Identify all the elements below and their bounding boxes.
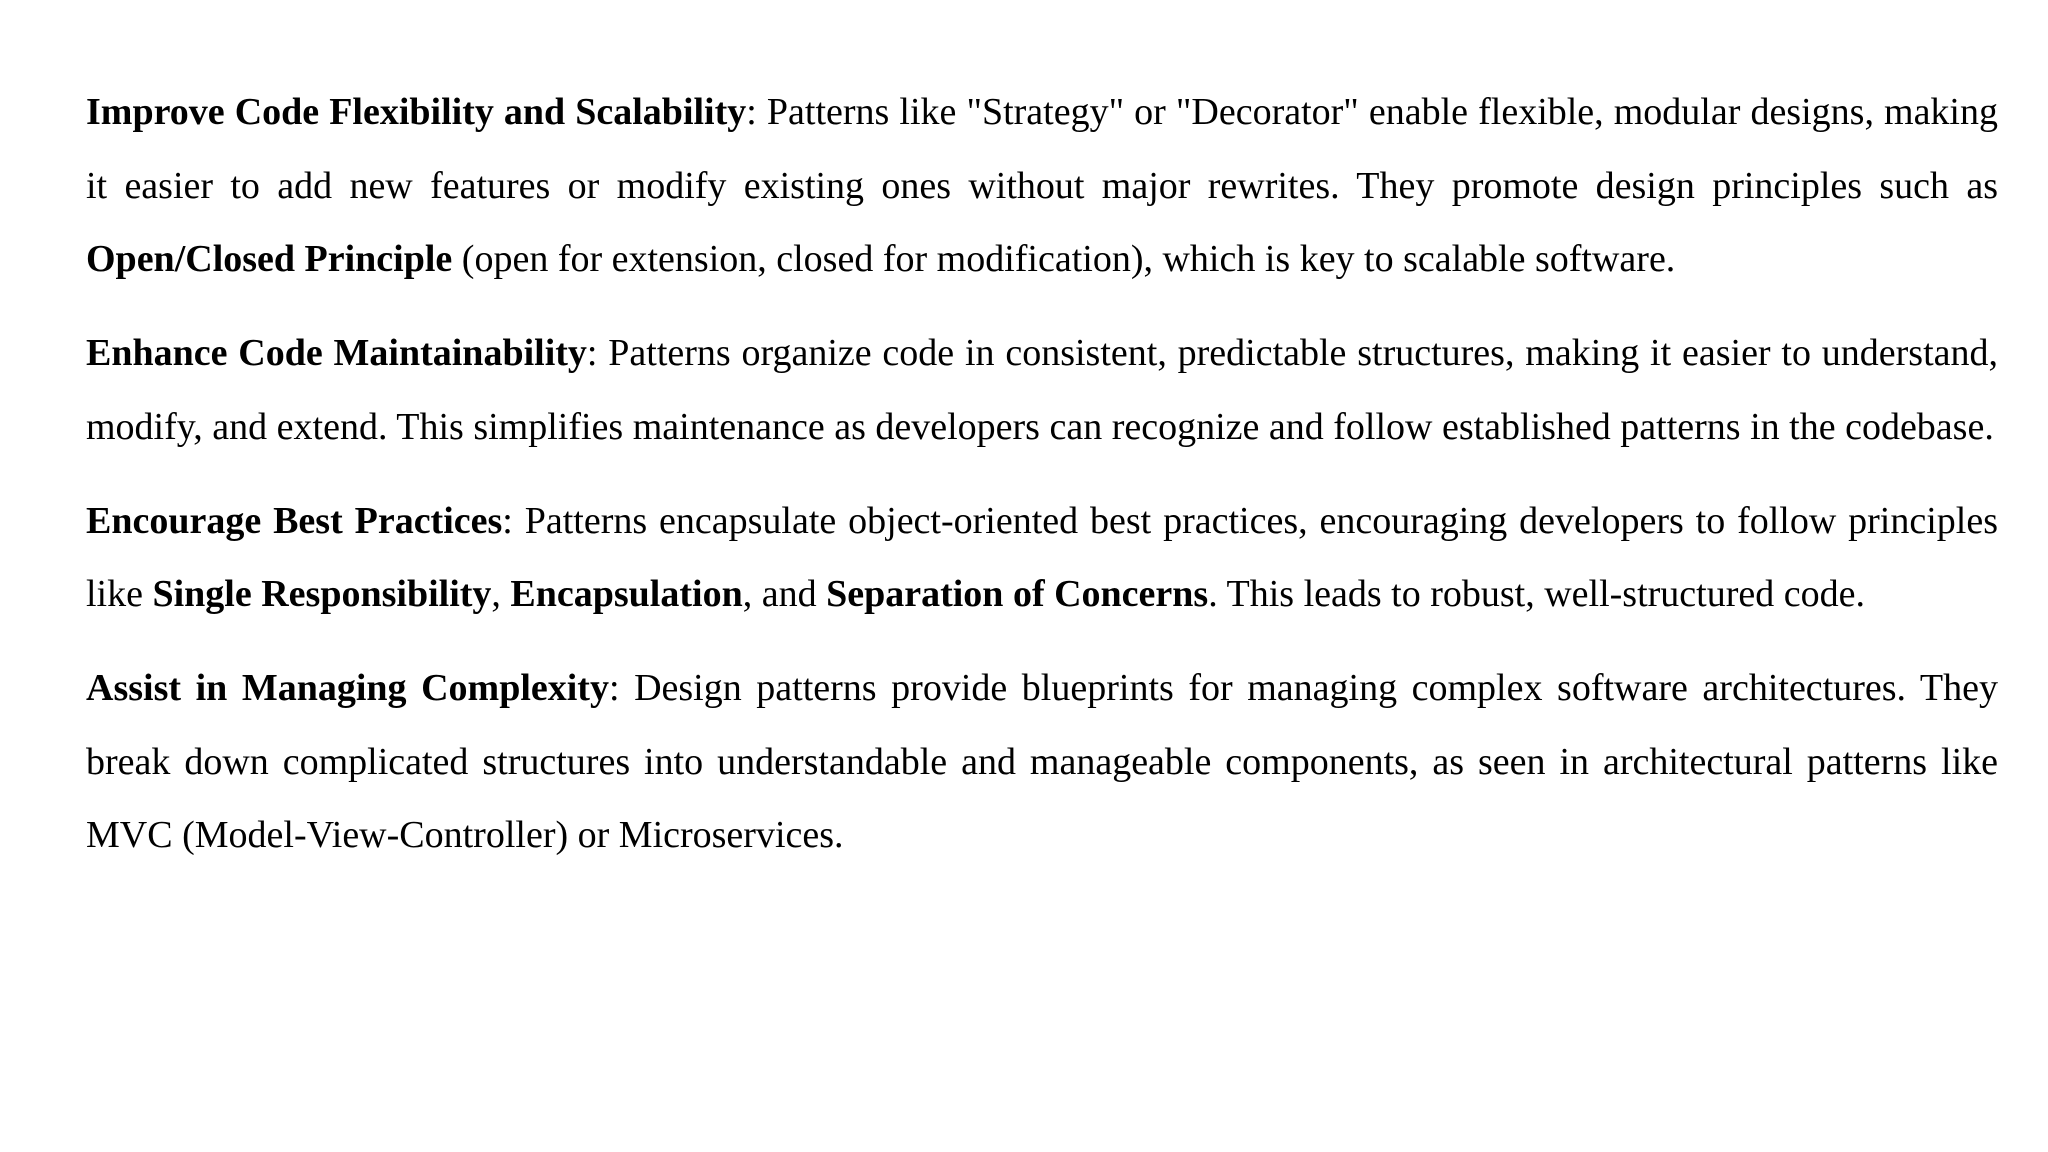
term-maintainability: Enhance Code Maintainability bbox=[86, 332, 587, 374]
paragraph-text: : Design patterns provide blueprints for managing complex software architectures. They break down complicated structures into understandable and manageable components, as seen in architectural patterns like MVC (Model-View-Controller) or Microservices. bbox=[86, 667, 1998, 856]
paragraph-managing-complexity bbox=[86, 652, 1998, 873]
term-open-closed-principle: Open/Closed Principle bbox=[86, 238, 453, 280]
document-body bbox=[86, 76, 1998, 873]
term-encapsulation: Encapsulation bbox=[510, 573, 743, 615]
paragraph-best-practices bbox=[86, 485, 1998, 632]
term-best-practices: Encourage Best Practices bbox=[86, 499, 503, 542]
term-single-responsibility: Single Responsibility bbox=[152, 573, 492, 615]
paragraph-text: : Patterns like "Strategy" or "Decorator" enable flexible, modular designs, making it easier to add new features or modify existing ones without major rewrites. They promote design principles such as bbox=[86, 91, 1998, 207]
paragraph-flexibility-scalability bbox=[86, 76, 1998, 297]
term-flexibility-scalability: Improve Code Flexibility and Scalability bbox=[86, 91, 747, 133]
paragraph-text: , and bbox=[742, 573, 827, 615]
paragraph-text: , bbox=[491, 573, 511, 615]
term-separation-of-concerns: Separation of Concerns bbox=[826, 573, 1209, 615]
paragraph-maintainability bbox=[86, 317, 1998, 464]
paragraph-text: : Patterns encapsulate object-oriented best practices, encouraging developers to follow principles like bbox=[86, 499, 1999, 615]
paragraph-text: . This leads to robust, well-structured code. bbox=[1208, 573, 1865, 615]
paragraph-text: : Patterns organize code in consistent, predictable structures, making it easier to understand, modify, and extend. This simplifies maintenance as developers can recognize and follow established patterns in the codebase. bbox=[86, 332, 1998, 448]
paragraph-text: (open for extension, closed for modification), which is key to scalable software. bbox=[452, 238, 1676, 280]
term-managing-complexity: Assist in Managing Complexity bbox=[86, 667, 609, 709]
